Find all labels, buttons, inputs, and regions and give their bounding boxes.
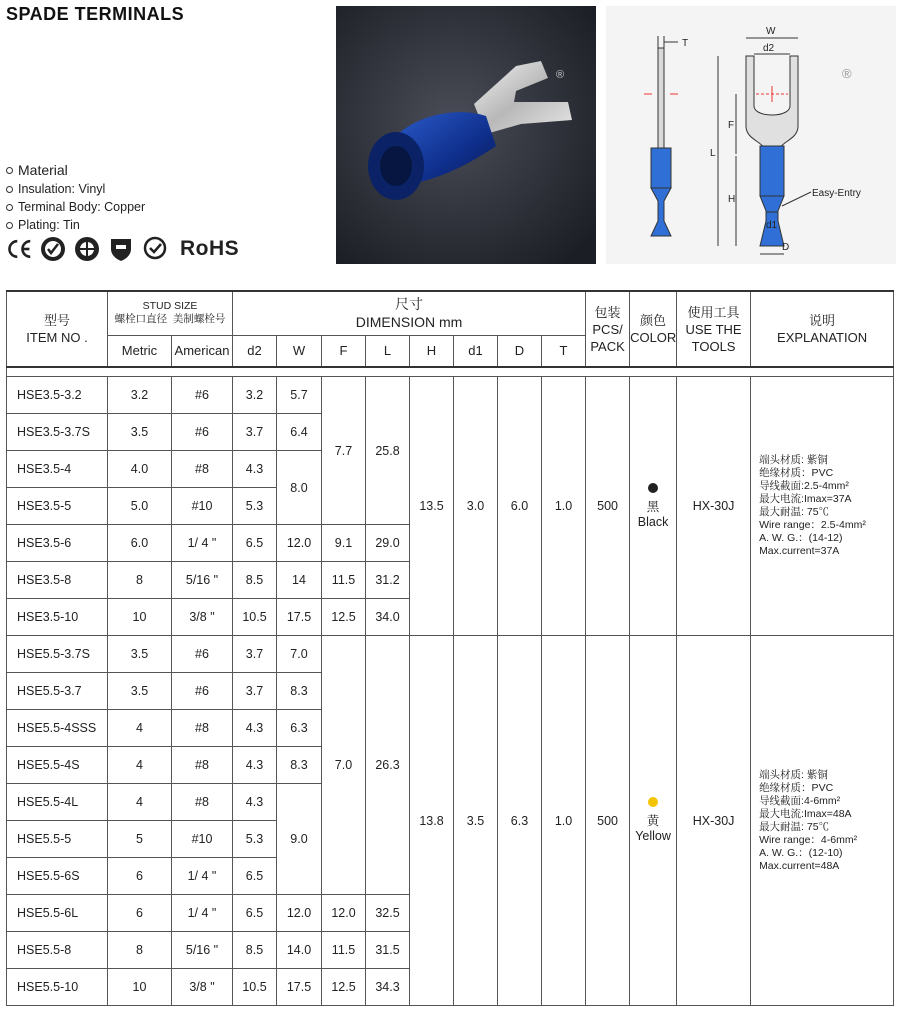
cell-item: HSE5.5-5 [7,821,108,858]
expl-line: 导线截面:4-6mm² [759,794,841,807]
cell-d2: 4.3 [233,747,277,784]
expl-line: Max.current=37A [759,545,840,557]
cell-F: 7.0 [322,636,366,895]
header-F: F [322,335,366,367]
cell-d1: 3.5 [454,636,498,1006]
cell-d2: 6.5 [233,895,277,932]
cell-american: #6 [172,673,233,710]
cell-F: 7.7 [322,377,366,525]
header-stud-size [108,291,233,335]
cell-W: 12.0 [277,525,322,562]
cell-W: 9.0 [277,784,322,895]
cell-color [630,377,677,636]
cell-d2: 3.7 [233,636,277,673]
material-list [6,160,145,234]
cell-metric: 3.5 [108,414,172,451]
header-pack-en1: PCS/ [592,321,623,337]
label-L: L [710,148,716,159]
label-D: D [782,242,790,253]
cell-american: #8 [172,451,233,488]
expl-line: 绝缘材质：PVC [759,467,834,479]
cell-american: #10 [172,488,233,525]
header-tools-en1: USE THE [685,321,742,337]
cell-W: 6.4 [277,414,322,451]
header-W: W [277,335,322,367]
expl-line: 最大电流:Imax=48A [759,807,852,820]
table-row [7,377,894,414]
color-dot [648,797,658,807]
cell-L: 34.3 [366,969,410,1006]
header-item-en: ITEM NO . [26,330,88,345]
label-W: W [766,26,776,37]
cell-T: 1.0 [542,377,586,636]
cell-american: 3/8 " [172,599,233,636]
cell-metric: 4 [108,747,172,784]
expl-line: A. W. G.：(14-12) [759,532,843,544]
cell-W: 8.3 [277,673,322,710]
cell-item: HSE5.5-6S [7,858,108,895]
header-tools [677,291,751,367]
cell-american: #6 [172,636,233,673]
header-pack-cn: 包装 [594,304,621,320]
cell-metric: 6 [108,895,172,932]
cell-metric: 8 [108,562,172,599]
cell-american: #8 [172,784,233,821]
header-d1: d1 [454,335,498,367]
cell-d2: 8.5 [233,932,277,969]
label-d1: d1 [766,220,778,231]
header-american: American [172,335,233,367]
header-dim-en: DIMENSION mm [355,314,463,331]
cell-metric: 3.5 [108,673,172,710]
cell-T: 1.0 [542,636,586,1006]
header-pack [586,291,630,367]
cell-d2: 4.3 [233,784,277,821]
header-color [630,291,677,367]
cell-item: HSE5.5-10 [7,969,108,1006]
cell-item: HSE3.5-4 [7,451,108,488]
cell-d2: 5.3 [233,821,277,858]
header-dim-cn: 尺寸 [395,296,424,313]
expl-line: Wire range：2.5-4mm² [759,519,866,531]
ccc-icon [40,236,66,262]
material-heading: Material [18,162,68,178]
cell-F: 11.5 [322,562,366,599]
label-d2: d2 [763,43,775,54]
cell-item: HSE5.5-8 [7,932,108,969]
cell-F: 12.0 [322,895,366,932]
header-expl-cn: 说明 [809,313,836,328]
cell-d2: 3.7 [233,673,277,710]
expl-line: 最大耐温: 75℃ [759,506,830,518]
expl-line: 最大电流:Imax=37A [759,493,852,505]
header-tools-en2: TOOLS [691,338,736,354]
table-row [7,636,894,673]
header-stud-cn1: 螺栓口直径 [114,313,168,326]
bullet-icon [6,222,13,229]
cell-color [630,636,677,1006]
expl-line: 绝缘材质：PVC [759,781,834,794]
cell-metric: 6 [108,858,172,895]
cell-explanation [751,377,894,636]
header-color-en: COLOR [630,330,677,345]
cell-D: 6.0 [498,377,542,636]
cell-d2: 3.2 [233,377,277,414]
cell-W: 14.0 [277,932,322,969]
label-H: H [728,194,736,205]
cell-W: 7.0 [277,636,322,673]
ce-mark-icon [6,236,32,262]
cell-F: 9.1 [322,525,366,562]
cell-pack: 500 [586,636,630,1006]
expl-line: Wire range：4-6mm² [759,833,858,846]
cell-american: 1/ 4 " [172,895,233,932]
cell-W: 17.5 [277,599,322,636]
color-dot [648,483,658,493]
cell-metric: 4.0 [108,451,172,488]
header-H: H [410,335,454,367]
material-item-text: Insulation: Vinyl [18,182,106,196]
cell-item: HSE5.5-3.7S [7,636,108,673]
cell-american: 5/16 " [172,932,233,969]
material-item [6,216,145,234]
cell-american: 3/8 " [172,969,233,1006]
color-cn: 黑 [646,499,660,514]
label-easy-entry: Easy-Entry [812,188,861,199]
color-en: Black [637,514,669,529]
cell-W: 12.0 [277,895,322,932]
color-cn: 黄 [646,814,660,828]
spec-table [6,290,894,1006]
cell-item: HSE5.5-4S [7,747,108,784]
sgs-icon [142,236,168,262]
cell-W: 17.5 [277,969,322,1006]
material-heading-row [6,160,145,180]
cell-d2: 8.5 [233,562,277,599]
cell-metric: 10 [108,969,172,1006]
svg-text:®: ® [842,66,852,81]
cell-d2: 5.3 [233,488,277,525]
cell-explanation [751,636,894,1006]
bullet-icon [6,186,13,193]
expl-line: 端头材质: 紫铜 [759,768,828,781]
cell-metric: 8 [108,932,172,969]
label-F: F [728,120,735,131]
cell-W: 6.3 [277,710,322,747]
cell-item: HSE3.5-8 [7,562,108,599]
cell-L: 34.0 [366,599,410,636]
expl-line: A. W. G.：(12-10) [759,846,843,859]
separator-row [7,367,894,377]
cell-d2: 4.3 [233,451,277,488]
expl-line: 最大耐温: 75℃ [759,820,830,833]
expl-line: 导线截面:2.5-4mm² [759,480,849,492]
cell-item: HSE5.5-6L [7,895,108,932]
cell-d2: 6.5 [233,525,277,562]
cell-metric: 4 [108,784,172,821]
header-metric: Metric [108,335,172,367]
cell-L: 29.0 [366,525,410,562]
cell-metric: 5.0 [108,488,172,525]
cell-metric: 10 [108,599,172,636]
svg-text:®: ® [556,69,565,81]
header-stud-cn2: 美制螺栓号 [172,313,226,326]
cell-tools: HX-30J [677,636,751,1006]
header-item [7,291,108,367]
cell-american: 1/ 4 " [172,525,233,562]
cell-d2: 10.5 [233,969,277,1006]
cell-metric: 4 [108,710,172,747]
header-D: D [498,335,542,367]
cell-american: 5/16 " [172,562,233,599]
cell-item: HSE3.5-3.2 [7,377,108,414]
material-item-text: Terminal Body: Copper [18,200,146,214]
cell-L: 31.5 [366,932,410,969]
cell-W: 5.7 [277,377,322,414]
label-T: T [682,38,689,49]
cell-d1: 3.0 [454,377,498,636]
bullet-icon [6,204,13,211]
color-en: Yellow [635,829,671,843]
cell-d2: 6.5 [233,858,277,895]
header-pack-en2: PACK [590,338,625,354]
cell-tools: HX-30J [677,377,751,636]
product-photo [336,6,596,264]
cell-metric: 3.2 [108,377,172,414]
shield-cert-icon [108,236,134,262]
separator-cell [7,367,894,377]
cell-L: 26.3 [366,636,410,895]
cell-item: HSE3.5-3.7S [7,414,108,451]
cell-american: #8 [172,747,233,784]
cell-W: 14 [277,562,322,599]
header-dimension [233,291,586,335]
cell-metric: 6.0 [108,525,172,562]
cell-american: #6 [172,414,233,451]
cell-pack: 500 [586,377,630,636]
cell-d2: 10.5 [233,599,277,636]
cell-d2: 4.3 [233,710,277,747]
cell-W: 8.0 [277,451,322,525]
cell-american: 1/ 4 " [172,858,233,895]
cell-L: 25.8 [366,377,410,525]
rohs-logo: RoHS [180,237,240,260]
header-tools-cn: 使用工具 [687,304,740,320]
certification-logos [6,236,239,262]
tuv-icon [74,236,100,262]
header-d2: d2 [233,335,277,367]
cell-item: HSE5.5-4SSS [7,710,108,747]
cell-metric: 5 [108,821,172,858]
cell-L: 31.2 [366,562,410,599]
header-stud-title: STUD SIZE [142,300,198,313]
cell-item: HSE3.5-6 [7,525,108,562]
cell-F: 12.5 [322,599,366,636]
cell-H: 13.8 [410,636,454,1006]
cell-item: HSE3.5-10 [7,599,108,636]
cell-american: #8 [172,710,233,747]
cell-F: 12.5 [322,969,366,1006]
cell-metric: 3.5 [108,636,172,673]
header-L: L [366,335,410,367]
material-item [6,198,145,216]
cell-W: 8.3 [277,747,322,784]
cell-L: 32.5 [366,895,410,932]
expl-line: Max.current=48A [759,859,840,872]
header-row-1 [7,291,894,335]
dimension-diagram [606,6,896,264]
expl-line: 端头材质: 紫铜 [759,454,828,466]
cell-item: HSE3.5-5 [7,488,108,525]
cell-d2: 3.7 [233,414,277,451]
bullet-icon [6,167,13,174]
cell-american: #6 [172,377,233,414]
cell-item: HSE5.5-4L [7,784,108,821]
cell-F: 11.5 [322,932,366,969]
material-item-text: Plating: Tin [18,218,80,232]
cell-H: 13.5 [410,377,454,636]
material-item [6,180,145,198]
cell-item: HSE5.5-3.7 [7,673,108,710]
header-item-cn: 型号 [43,313,70,328]
header-T: T [542,335,586,367]
cell-D: 6.3 [498,636,542,1006]
cell-american: #10 [172,821,233,858]
header-explanation [751,291,894,367]
header-color-cn: 颜色 [640,313,667,328]
page-title: SPADE TERMINALS [6,4,185,24]
header-expl-en: EXPLANATION [777,330,868,345]
